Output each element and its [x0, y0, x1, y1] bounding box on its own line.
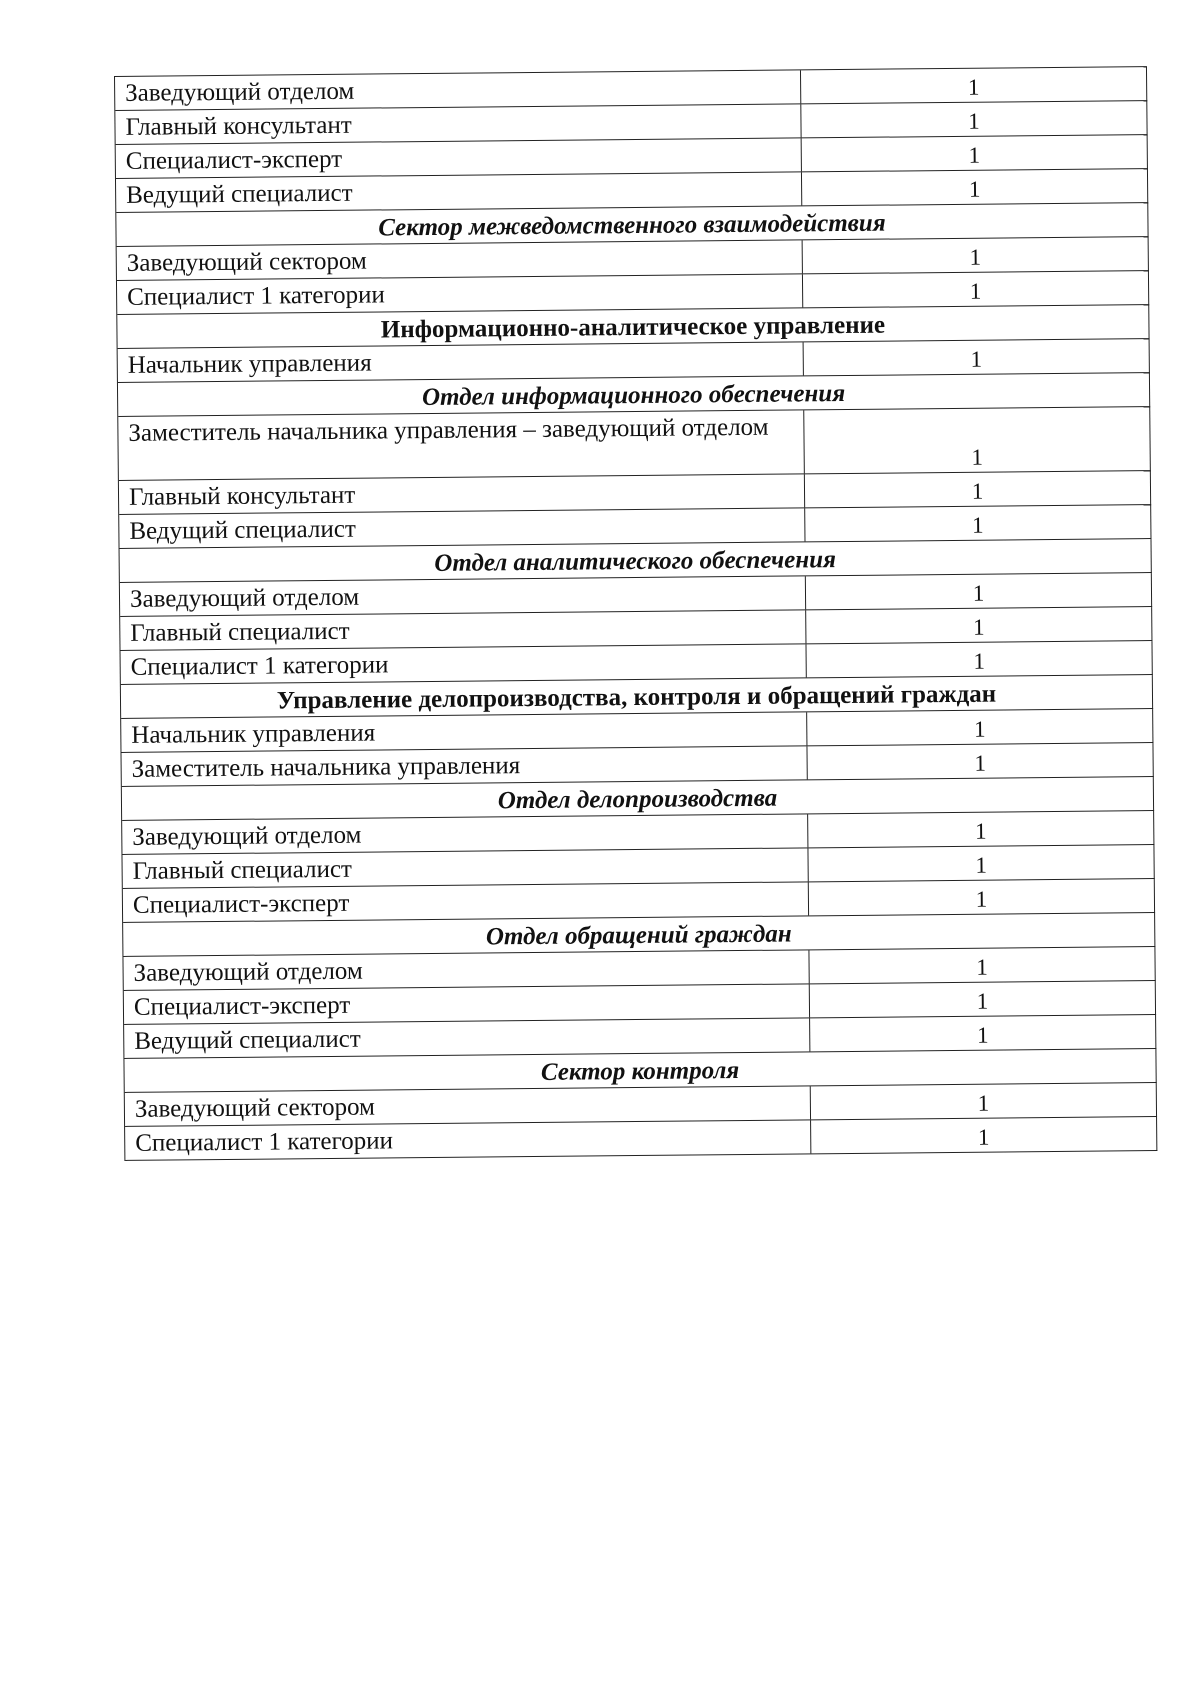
position-title: Заместитель начальника управления – заведующий отделом — [118, 410, 805, 480]
position-count: 1 — [968, 176, 981, 202]
position-title: Начальник управления — [121, 712, 807, 752]
position-title: Заведующий отделом — [123, 950, 809, 990]
department-heading: Отдел информационного обеспечения — [118, 373, 1150, 417]
position-title: Заведующий отделом — [115, 70, 801, 110]
position-title: Ведущий специалист — [124, 1018, 810, 1058]
position-title: Специалист-эксперт — [124, 984, 810, 1024]
department-heading: Отдел делопроизводства — [122, 777, 1154, 821]
position-title: Главный консультант — [119, 474, 805, 514]
position-title: Заведующий отделом — [120, 576, 806, 616]
position-count: 1 — [969, 244, 982, 270]
position-title: Заведующий отделом — [122, 814, 808, 854]
department-heading: Отдел обращений граждан — [123, 913, 1155, 957]
position-count: 1 — [971, 444, 984, 470]
position-title: Специалист-эксперт — [116, 138, 802, 178]
position-count: 1 — [972, 614, 985, 640]
position-title: Главный консультант — [115, 104, 801, 144]
position-title: Заведующий сектором — [125, 1086, 811, 1126]
position-count: 1 — [976, 954, 988, 980]
position-title: Специалист-эксперт — [123, 882, 809, 922]
position-count: 1 — [976, 1022, 989, 1048]
department-heading: Отдел аналитического обеспечения — [120, 539, 1152, 583]
position-count: 1 — [977, 1090, 990, 1116]
position-count: 1 — [975, 886, 988, 912]
position-title: Заместитель начальника управления — [121, 746, 807, 786]
position-count: 1 — [975, 852, 987, 878]
position-count: 1 — [974, 750, 987, 776]
position-count: 1 — [967, 74, 980, 100]
position-count: 1 — [973, 716, 986, 742]
department-heading: Сектор контроля — [124, 1049, 1156, 1093]
directorate-heading: Управление делопроизводства, контроля и обращений граждан — [121, 675, 1153, 719]
staffing-table — [114, 66, 1157, 1161]
position-title: Главный специалист — [122, 848, 808, 888]
position-title: Ведущий специалист — [116, 172, 802, 212]
position-count: 1 — [976, 988, 989, 1014]
department-heading: Сектор межведомственного взаимодействия — [116, 203, 1148, 247]
position-row — [118, 407, 1151, 481]
position-count: 1 — [970, 346, 983, 372]
position-count: 1 — [968, 108, 980, 134]
position-count: 1 — [977, 1124, 990, 1150]
position-count: 1 — [968, 142, 981, 168]
position-count: 1 — [969, 278, 982, 304]
position-count: 1 — [973, 648, 986, 674]
position-title: Специалист 1 категории — [121, 644, 807, 684]
position-count: 1 — [971, 478, 984, 504]
position-title: Специалист 1 категории — [117, 274, 803, 314]
position-title: Начальник управления — [118, 342, 804, 382]
position-count: 1 — [971, 512, 984, 538]
directorate-heading: Информационно-аналитическое управление — [117, 305, 1149, 349]
position-title: Ведущий специалист — [119, 508, 805, 548]
position-title: Заведующий сектором — [117, 240, 803, 280]
position-title: Главный специалист — [120, 610, 806, 650]
position-count: 1 — [974, 818, 987, 844]
position-count: 1 — [972, 580, 985, 606]
position-title: Специалист 1 категории — [125, 1120, 811, 1160]
